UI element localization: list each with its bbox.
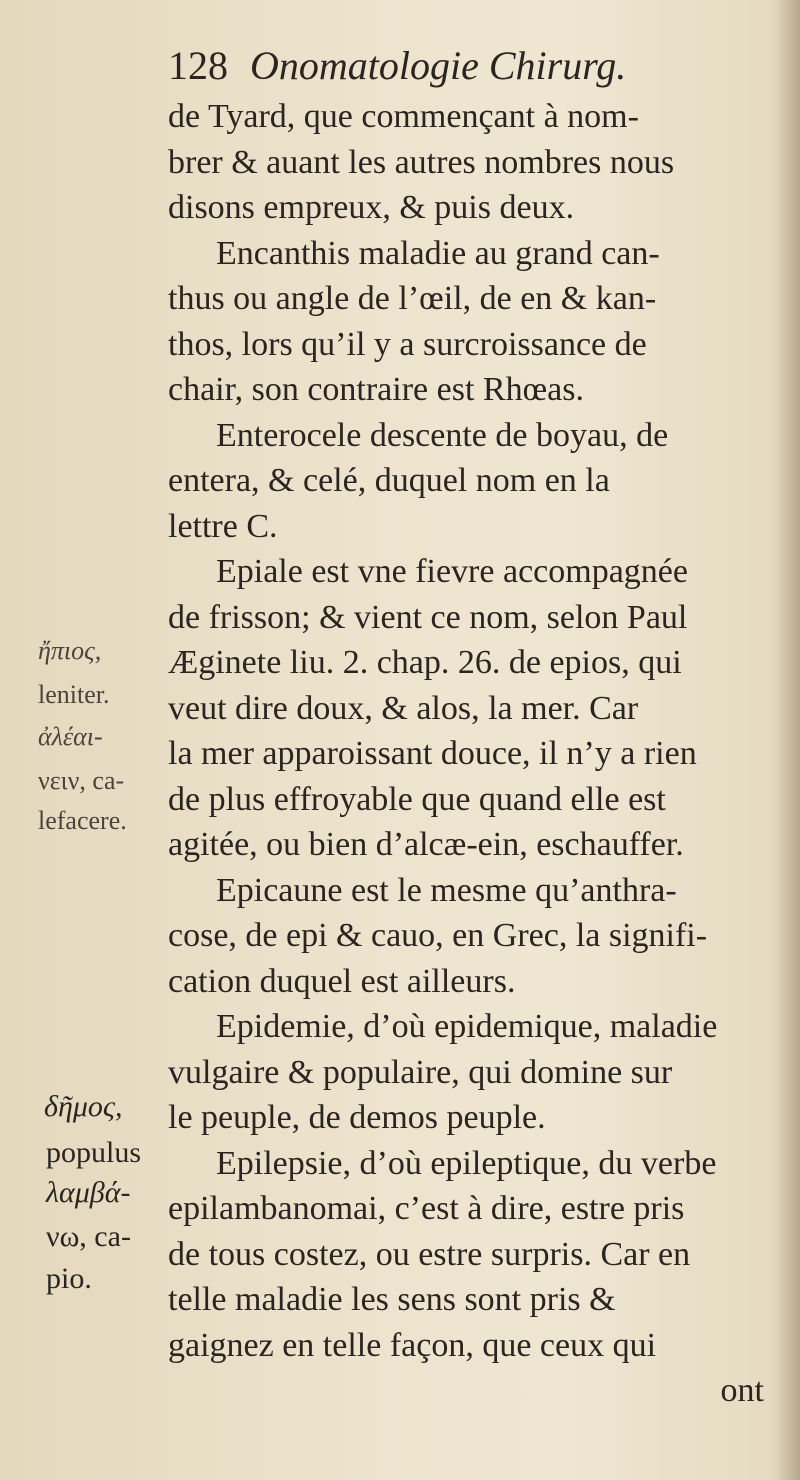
margin-note-latin: populus	[46, 1136, 142, 1169]
entry-enterocele: Enterocele descente de boyau, de	[216, 416, 669, 454]
text-line: la mer apparoissant douce, il n’y a rien	[168, 735, 697, 772]
margin-note-greek: ἤπιος,	[38, 636, 102, 665]
entry-epiale: Epiale est vne fievre accompagnée	[216, 553, 688, 590]
text-line: telle maladie les sens sont pris &	[168, 1281, 616, 1318]
text-line: thus ou angle de l’œil, de en & kan-	[168, 280, 657, 317]
text-line: disons empreux, & puis deux.	[168, 189, 575, 226]
text-line: entera, & celé, duquel nom en la	[168, 462, 610, 499]
running-title: Onomatologie Chirurg.	[250, 43, 627, 88]
text-line: de plus effroyable que quand elle est	[168, 780, 666, 818]
entry-epicaune: Epicaune est le mesme qu’anthra-	[216, 871, 677, 909]
entry-epidemie: Epidemie, d’où epidemique, maladie	[216, 1008, 718, 1045]
text-line: veut dire doux, & alos, la mer. Car	[168, 689, 639, 727]
margin-note-greek: δῆμος,	[44, 1090, 123, 1123]
text-line: Æginete liu. 2. chap. 26. de epios, qui	[168, 644, 682, 681]
margin-note-greek: ἀλέαι-	[38, 722, 103, 751]
text-line: brer & auant les autres nombres nous	[168, 143, 675, 181]
margin-notes	[30, 0, 168, 1480]
text-line: epilambanomai, c’est à dire, estre pris	[168, 1190, 685, 1227]
margin-note-latin: lefacere.	[38, 806, 127, 835]
margin-note-latin: leniter.	[38, 680, 110, 709]
page-gutter-shadow	[776, 0, 800, 1480]
text-line: de tous costez, ou estre surpris. Car en	[168, 1235, 691, 1273]
text-line: chair, son contraire est Rhœas.	[168, 371, 584, 408]
text-line: de frisson; & vient ce nom, selon Paul	[168, 598, 688, 636]
entry-epilepsie: Epilepsie, d’où epileptique, du verbe	[216, 1144, 717, 1182]
margin-note-latin: pio.	[46, 1262, 92, 1295]
text-line: cose, de epi & cauo, en Grec, la signifi-	[168, 917, 708, 954]
text-line: agitée, ou bien d’alcæ-ein, eschauffer.	[168, 826, 684, 863]
margin-note-greek: λαμβά-	[46, 1176, 131, 1209]
text-line: de Tyard, que commençant à nom-	[168, 98, 639, 135]
main-text	[168, 94, 768, 1414]
text-line: thos, lors qu’il y a surcroissance de	[168, 325, 647, 363]
margin-note-greek: νειν, ca-	[38, 766, 125, 795]
catchword: ont	[720, 1372, 764, 1409]
text-line: lettre C.	[168, 507, 278, 545]
text-line: gaignez en telle façon, que ceux qui	[168, 1326, 657, 1364]
margin-note-greek: νω, ca-	[46, 1220, 131, 1253]
text-line: le peuple, de demos peuple.	[168, 1099, 546, 1136]
text-line: cation duquel est ailleurs.	[168, 962, 516, 1000]
entry-encanthis: Encanthis maladie au grand can-	[216, 234, 660, 272]
text-line: vulgaire & populaire, qui domine sur	[168, 1053, 673, 1091]
page-number: 128	[168, 43, 228, 88]
running-head	[168, 38, 768, 94]
